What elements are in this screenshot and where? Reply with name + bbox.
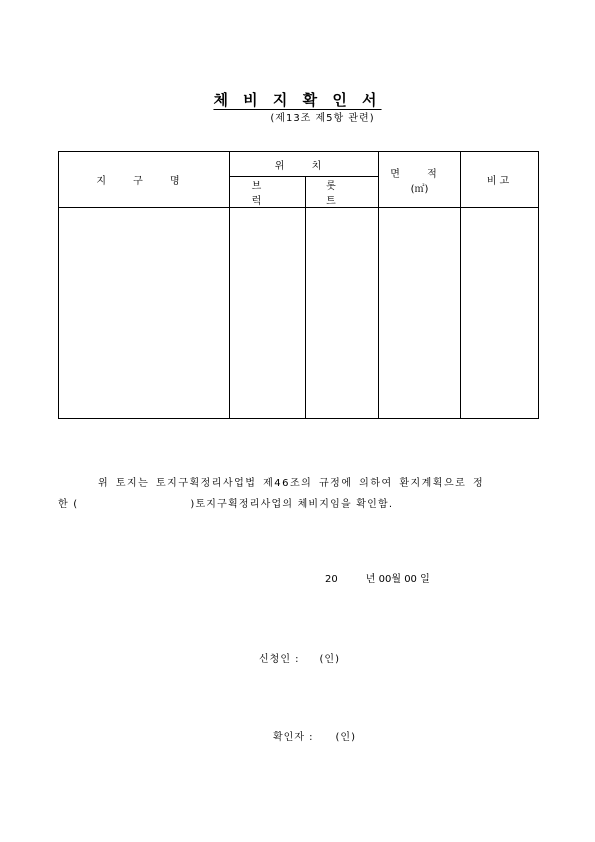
date-line: 20 년 00월 00 일 bbox=[325, 574, 430, 585]
header-block: 브 럭 bbox=[230, 177, 306, 208]
header-area: 면 적 (㎡) bbox=[379, 152, 461, 208]
applicant-seal: (인) bbox=[319, 654, 340, 665]
applicant-label: 신청인 : bbox=[259, 654, 300, 665]
month-value[interactable]: 00 bbox=[378, 574, 392, 585]
confirmation-table bbox=[58, 151, 539, 419]
statement-line-1: 위 토지는 토지구획정리사업법 제46조의 규정에 의하여 환지계획으로 정 bbox=[98, 478, 485, 489]
cell-district[interactable] bbox=[59, 208, 230, 419]
header-lot: 롯 트 bbox=[306, 177, 379, 208]
document-title: 체 비 지 확 인 서 bbox=[213, 91, 382, 109]
confirmer-label: 확인자 : bbox=[273, 732, 314, 743]
table-row bbox=[59, 208, 539, 419]
statement-line-2: 한 ( )토지구획정리사업의 체비지임을 확인함. bbox=[58, 499, 394, 510]
statement-paragraph bbox=[58, 473, 540, 515]
cell-block[interactable] bbox=[230, 208, 306, 419]
cell-area[interactable] bbox=[379, 208, 461, 419]
document-subtitle: (제13조 제5항 관련) bbox=[270, 113, 375, 124]
header-location: 위 치 bbox=[230, 152, 379, 177]
confirmer-line bbox=[273, 728, 356, 743]
header-district: 지 구 명 bbox=[59, 152, 230, 208]
confirmer-seal: (인) bbox=[335, 732, 356, 743]
header-remarks: 비고 bbox=[461, 152, 539, 208]
header-row bbox=[59, 152, 539, 177]
cell-lot[interactable] bbox=[306, 208, 379, 419]
cell-remarks[interactable] bbox=[461, 208, 539, 419]
applicant-line bbox=[259, 650, 340, 665]
day-value[interactable]: 00 bbox=[404, 574, 417, 585]
